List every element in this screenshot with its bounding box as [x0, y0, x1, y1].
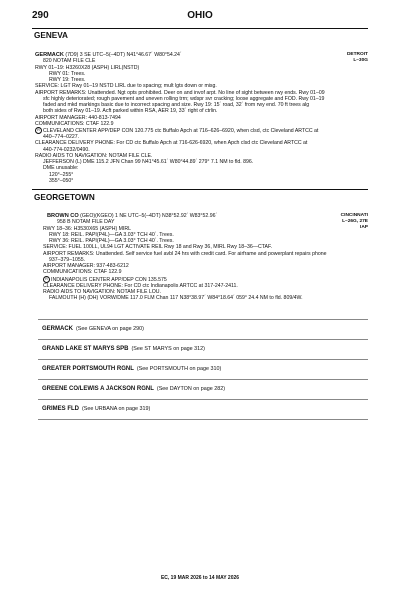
georgetown-entry	[35, 213, 368, 301]
header-rule	[32, 28, 368, 29]
xref-row: GRIMES FLD (See URBANA on page 319)	[42, 406, 151, 412]
georgetown-chart-iap: IAP	[360, 225, 368, 230]
geneva-remarks-2: faded and mkd markings basic due to incorrect spacing and size. Rwy 19: 15´ road, 32´ from rwy end. 70 ft trees alg	[43, 102, 310, 108]
geneva-app-dep: R CLEVELAND CENTER APP/DEP CON 120.775 ctc Buffalo Apch at 716–626–6920, when clsd, ctc Cleveland ARTCC at	[35, 127, 368, 134]
xref-separator	[38, 399, 368, 400]
xref-row: GRAND LAKE ST MARYS SPB (See ST MARYS on page 312)	[42, 346, 205, 352]
footer-effective-dates: EC, 19 MAR 2026 to 14 MAY 2026	[160, 575, 240, 581]
geneva-id-line: (7D9) 3 SE UTC–5(–4DT) N41°46.67´ W80°54.24´	[65, 52, 182, 58]
georgetown-radio: RADIO AIDS TO NAVIGATION: NOTAM FILE LOU.	[43, 288, 161, 295]
geneva-dme-2: 120°–255°	[49, 171, 74, 178]
geneva-runway: RWY 01–19: H3260X28 (ASPH) LIRL(NSTD)	[35, 64, 140, 71]
georgetown-runway: RWY 18–36: H3530X65 (ASPH) MIRL	[43, 225, 132, 232]
geneva-remarks-3: both sides of Rwy 01–19. Acft parked within RSA, AER 19, 33´ right of ctrlin.	[43, 108, 218, 115]
xref-separator	[38, 419, 368, 420]
geneva-manager: AIRPORT MANAGER: 440-813-7494	[35, 114, 121, 121]
geneva-remarks-1: sfc highly deteriorated; rough pavement and uneven rolling trrn; wdspr svr cracking; loose aggregate and FOD. Rwy 01–19	[43, 95, 325, 102]
radar-symbol-icon: R	[43, 276, 50, 283]
georgetown-rwy36: RWY 36: REIL. PAPI(P4L)—GA 3.03° TCH 40´. Trees.	[49, 238, 174, 244]
xref-row: GERMACK (See GENEVA on page 290)	[42, 326, 144, 332]
geneva-app-dep-2: 440–774–0227.	[43, 134, 80, 141]
airport-name-germack: GERMACK	[35, 52, 64, 58]
geneva-line2: 820 NOTAM FILE CLE	[43, 58, 96, 65]
georgetown-vor: FALMOUTH (H) (DH) VORW/DME 117.0 FLM Chan 117 N38°38.97´ W84°18.64´ 059° 24.4 NM to fld. 809/4W.	[49, 295, 303, 302]
geneva-vor: JEFFERSON (L) DME 115.2 JFN Chan 99 N41°45.61´ W80°44.89´ 279° 7.1 NM to fld. 896.	[43, 159, 254, 166]
geneva-chart-name: DETROIT	[346, 52, 368, 57]
georgetown-remarks-0: AIRPORT REMARKS: Unattended. Self service fuel avbl 24 hrs with credit card. For airframe and powerplant repairs phone	[43, 250, 327, 257]
city-geneva: GENEVA	[34, 31, 68, 40]
geneva-radio: RADIO AIDS TO NAVIGATION: NOTAM FILE CLE.	[35, 152, 153, 159]
geneva-service: SERVICE: LGT Rwy 01–19 NSTD LIRL due to spacing; mult lgts down or misg.	[35, 83, 217, 90]
georgetown-id-line: (GEO)(KGEO) 1 NE UTC–5(–4DT) N38°52.92´ W83°52.96´	[80, 213, 218, 219]
georgetown-service: SERVICE: FUEL 100LL, UL94 LGT ACTIVATE REIL Rwy 18 and Rwy 36, MIRL Rwy 18–36—CTAF.	[43, 244, 273, 251]
georgetown-rwy18: RWY 18: REIL. PAPI(P4L)—GA 3.03° TCH 40´. Trees.	[49, 231, 174, 238]
section-rule-georgetown	[32, 189, 368, 190]
georgetown-remarks-1: 937–379–1055.	[49, 256, 86, 263]
georgetown-chart-name: CINCINNATI	[340, 213, 368, 218]
page-number: 290	[32, 10, 49, 21]
xref-separator	[38, 379, 368, 380]
state-title: OHIO	[187, 10, 213, 21]
georgetown-comm: COMMUNICATIONS: CTAF 122.9	[43, 269, 122, 276]
geneva-rwy19: RWY 19: Trees.	[49, 77, 86, 83]
geneva-dme-1: DME unusable:	[43, 165, 79, 172]
georgetown-manager: AIRPORT MANAGER: 937-483-6212	[43, 263, 129, 269]
page-header	[32, 8, 368, 28]
xref-separator	[38, 319, 368, 320]
georgetown-app-dep: R INDIANAPOLIS CENTER APP/DEP CON 135.575	[35, 276, 368, 283]
xref-separator	[38, 339, 368, 340]
georgetown-clearance: CLEARANCE DELIVERY PHONE: For CD ctc Indianapolis ARTCC at 317-247-2411.	[43, 282, 238, 289]
geneva-dme-3: 355°–050°	[49, 177, 74, 184]
xref-row: GREATER PORTSMOUTH RGNL (See PORTSMOUTH on page 310)	[42, 366, 222, 372]
geneva-chart-code: L–30G	[353, 58, 368, 63]
radar-symbol-icon: R	[35, 127, 42, 134]
geneva-rwy01: RWY 01: Trees.	[49, 70, 86, 77]
georgetown-chart-code: L–26G, 27E	[342, 219, 368, 224]
geneva-clearance-1: CLEARANCE DELIVERY PHONE: For CD ctc Buffalo Apch at 716-626-6920, when Apch clsd ctc Cleveland ARTCC at	[35, 140, 308, 147]
geneva-entry	[35, 52, 368, 184]
city-georgetown: GEORGETOWN	[34, 193, 95, 202]
xref-separator	[38, 359, 368, 360]
geneva-remarks-0: AIRPORT REMARKS: Unattended. Ngt opts prohibited. Deer on and invof arpt. No line of sight between rwy ends. Rwy 01–09	[35, 89, 325, 96]
xref-row: GREENE CO/LEWIS A JACKSON RGNL (See DAYTON on page 282)	[42, 386, 226, 392]
geneva-clearance-2: 440-774-0232/0490.	[43, 146, 90, 153]
geneva-comm: COMMUNICATIONS: CTAF 122.9	[35, 120, 114, 127]
georgetown-line2: 958 B NOTAM FILE DAY	[57, 219, 115, 226]
airport-name-brown-co: BROWN CO	[47, 213, 79, 219]
